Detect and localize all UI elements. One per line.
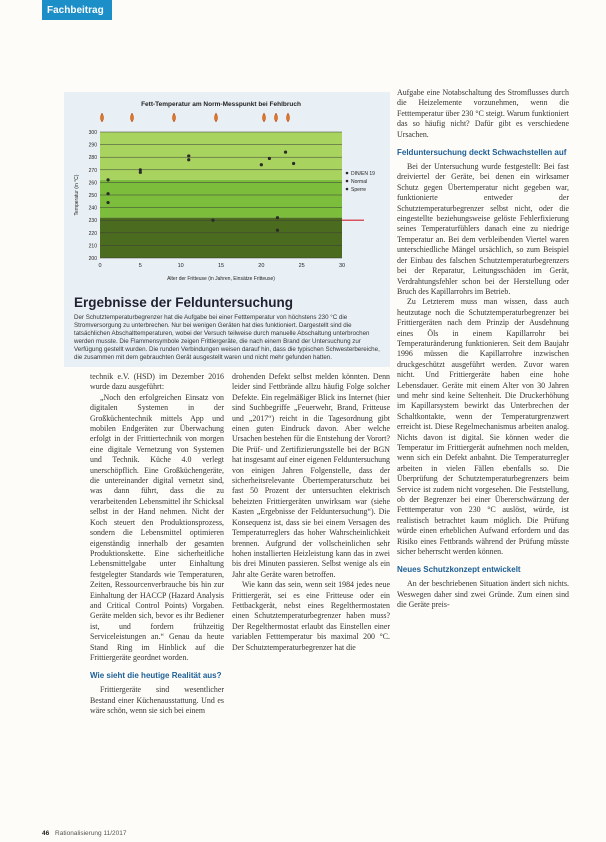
y-tick-label: 250 [88,193,97,199]
data-point [187,154,190,157]
data-point [292,162,295,165]
page-footer [42,830,127,837]
paragraph: drohenden Defekt selbst melden könnten. Denn leider sind Fettbrände allzu häufig Folge solcher Defekte. Ein regelmäßiger Blick ins Internet (hier sind Suchbegriffe „Feuerwehr, Brand, Fritteuse und „2017“) reicht in die Tagesordnung gibt einen guten Eindruck davon. Aber welche Ursachen bestehen für die Entstehung der Vorort? Die Prüf- und Zertifizierungsstelle bei der BGN hat insgesamt auf einer eigenen Felduntersuchung von einigen Jahren Folgenstelle, dass der sicherheitsrelevante Übertemperaturschutz bei fast 50 Prozent der untersuchten elektrisch beheizten Frittiergeräten unwirksam war (siehe Kasten „Ergebnisse der Felduntersuchung“). Die Konsequenz ist, dass sie bei einem Versagen des Temperaturreglers das hoher Wahrscheinlichkeit brennen. Aufgrund der vollscheinlichen sehr hohen installierten Heizleistung kann das in zwei bis drei Minuten passieren. Selbst wenige als ein Jahr alte Geräte waren betroffen. [232,372,390,579]
data-point [139,171,142,174]
box-heading: Ergebnisse der Felduntersuchung [74,295,294,310]
x-axis-label: Alter der Fritteuse (in Jahren, Einsätze Fritteuse) [167,276,275,282]
legend-entry: Sperre [351,187,367,193]
x-tick-label: 25 [298,263,305,269]
flame-icon [101,113,104,122]
flame-icon [287,113,290,122]
paragraph: Frittiergeräte sind wesentlicher Bestand einer Küchenausstattung. Und es wäre schön, wenn sie sich bei einem [90,685,224,716]
info-box [64,92,390,367]
y-tick-label: 270 [88,167,97,174]
x-tick-label: 20 [258,263,265,269]
legend-marker [346,188,349,191]
chart [64,92,390,292]
y-tick-label: 300 [88,130,97,136]
data-point [284,151,287,154]
data-point [276,216,279,219]
y-tick-label: 240 [88,205,97,212]
magazine-name: Rationalisierung [55,830,102,837]
flame-icon [173,113,176,122]
chart-zone [100,132,342,180]
flame-icon [215,113,218,122]
section-heading: Neues Schutzkonzept entwickelt [397,565,521,575]
y-tick-label: 260 [88,180,97,187]
y-tick-label: 210 [88,243,97,250]
data-point [106,192,109,195]
text-column-2 [232,372,390,826]
section-heading: Wie sieht die heutige Realität aus? [90,671,222,681]
x-tick-label: 0 [98,263,102,269]
page-number: 46 [42,830,50,837]
y-tick-label: 220 [88,230,97,237]
flame-icon [275,113,278,122]
issue: 11/2017 [103,830,127,837]
x-tick-label: 5 [138,263,142,269]
paragraph: Bei der Untersuchung wurde festgestellt: Bei fast dreiviertel der Geräte, bei denen ein wirksamer Schutz gegen Übertemperatur nicht gegeben war, funktionierte entweder der Schutztemperaturbegrenzer selbst nicht, oder die eingestellte beziehungsweise gelöste Fehlerfixierung seines Temperaturfühlers danach eine zu niedrige Temperatur an. Bei dem verbleibenden Viertel waren unterschiedliche Mängel ursächlich, so zum Beispiel der Einbau des falschen Schutztemperaturbegrenzers bei der Reparatur, Leitungsschäden im Gerät, Verdrahtungsfehler schon bei der Herstellung oder Bruch des Kapillarrohrs im Betrieb. [397,162,569,296]
paragraph: „Noch den erfolgreichen Einsatz von digitalen Systemen in der Großküchentechnik mittels App und mobilen Endgeräten zur Überwachung erfolgt in der Frittiertechnik von morgen eine digitale Vernetzung von Systemen und Technik. Küche 4.0 verlegt unerschöpflich. Eine Großküchengeräte, die untereinander digital vernetzt sind, was dann führt, dass die zu verarbeitenden Lebensmittel ihr Schicksal selbst in der Hand nehmen. Nicht der Koch steuert den Produktionsprozess, sondern die Lebensmittel optimieren eigenständig innerhalb der gesamten Produktionskette. Eine sicherheitliche Lebensmittelgabe unter Einhaltung festgelegter Standards wie Temperaturen, Zeiten, Ressourcenverbrauche bis hin zur Einhaltung der HACCP (Hazard Analysis and Critical Control Points) Vorgaben. Geräte melden sich, bevor es ihr Bediener ist, und fordern frühzeitig Serviceleistungen an.“ Genau da heute Stand Ring im Hinblick auf die Frittiergeräte geordnet worden. [90,392,224,662]
section-tab-label: Fachbeitrag [47,5,104,16]
data-point [268,157,271,160]
chart-zone [100,218,342,258]
y-tick-label: 200 [88,256,97,262]
paragraph: Aufgabe eine Notabschaltung des Stromflusses durch die Heizelemente vorzunehmen, wenn die Fetttemperatur über 230 °C steigt. Warum funktioniert das so häufig nicht? Dafür gibt es verschiedene Ursachen. [397,88,569,139]
chart-title: Fett-Temperatur am Norm-Messpunkt bei Fehlbruch [141,101,301,108]
flame-icon [263,113,266,122]
box-caption: Der Schutztemperaturbegrenzer hat die Aufgabe bei einer Fetttemperatur von höchstens 230 °C die Stromversorgung zu unterbrechen. Nur bei wenigen Geräten hat dies funktioniert. Dargestellt sind die tatsächlichen Abschalttemperaturen, wobei der Versuch teilweise durch manuelle Abschaltung unterbrochen werden musste. Die Flammensymbole zeigen Frittiergeräte, die nach einem Brand der Untersuchung zur Verfügung gestellt wurden. Die runden Verbindungen weisen darauf hin, dass die typischen Schwesterbereiche, die zusammen mit dem gebrauchten Gerät ausgestellt waren und nicht mehr gefunden hatten. [74,314,380,362]
data-point [276,229,279,232]
section-tab [42,0,112,20]
legend-marker [346,172,349,175]
chart-zone [100,180,342,218]
paragraph: Wie kann das sein, wenn seit 1984 jedes neue Frittiergerät, sei es eine Fritteuse oder ein Fettbackgerät, nebst eines Regelthermostaten einen Schutztemperaturbegrenzer haben muss? Der Regelthermostat erlaubt das Einstellen einer variablen Fetttemperatur bis maximal 200 °C. Der Schutztemperaturbegrenzer hat die [232,580,390,652]
paragraph: An der beschriebenen Situation ändert sich nichts. Weswegen daher sind zwei Gründe. Zum einen sind die Geräte preis- [397,579,569,610]
legend-entry: DIN/EN 19 [351,171,375,177]
x-tick-label: 10 [177,263,184,269]
legend-entry: Normal [351,179,368,185]
data-point [106,178,109,181]
flame-icon [131,113,134,122]
data-point [187,158,190,161]
legend-marker [346,180,349,183]
text-column-3 [397,88,569,826]
y-tick-label: 280 [88,155,97,162]
x-tick-label: 30 [338,263,346,269]
paragraph: Zu Letzterem muss man wissen, dass auch heutzutage noch die Schutztemperaturbegrenzer bei Frittiergeräten nach dem Prinzip der Ausdehnung eines Öls in einem Kapillarrohr bei Temperaturänderung funktionieren. Seit dem Baujahr 1996 müssen die Kapillarrohre inzwischen druckgeschützt ausgeführt werden. Zuvor waren nicht. Und Frittiergeräte haben eine hohe Lebensdauer. Geräte mit einem Alter von 30 Jahren und mehr sind keine Seltenheit. Die Druckerhöhung im Kapillarsystem bewirkt das Unterbrechen der Schaltkontakte, wenn der Temperaturgrenzwert erreicht ist. Diese Regelmechanismus arbeiten analog. Nichts davon ist digital. Sie können weder die Temperatur im Frittiergerät aufnehmen noch melden, wenn sich ein Defekt anbahnt. Die Temperaturregler arbeiten in vielen Fällen ebenfalls so. Die Überprüfung der Schutztemperaturbegrenzers beim Service ist zudem nicht vorgesehen. Die Feststellung, ob der Begrenzer bei einer Übererschwärzung der Fetttemperatur von 230 °C auslöst, würde, ist realistisch betrachtet kaum möglich. Die Prüfung würde einen erheblichen Aufwand erfordern und das Risiko eines Fettbrands während der Prüfung müsste sicher beherrscht werden können. [397,297,569,557]
y-axis-label: Temperatur (in °C) [74,174,80,216]
data-point [106,201,109,204]
y-tick-label: 290 [88,142,97,149]
data-point [260,163,263,166]
x-tick-label: 15 [217,263,225,269]
text-column-1 [90,372,224,826]
y-tick-label: 230 [88,218,97,225]
data-point [211,219,214,222]
section-heading: Felduntersuchung deckt Schwachstellen auf [397,148,567,158]
paragraph: technik e.V. (HSD) im Dezember 2016 wurde dazu ausgeführt: [90,372,224,392]
